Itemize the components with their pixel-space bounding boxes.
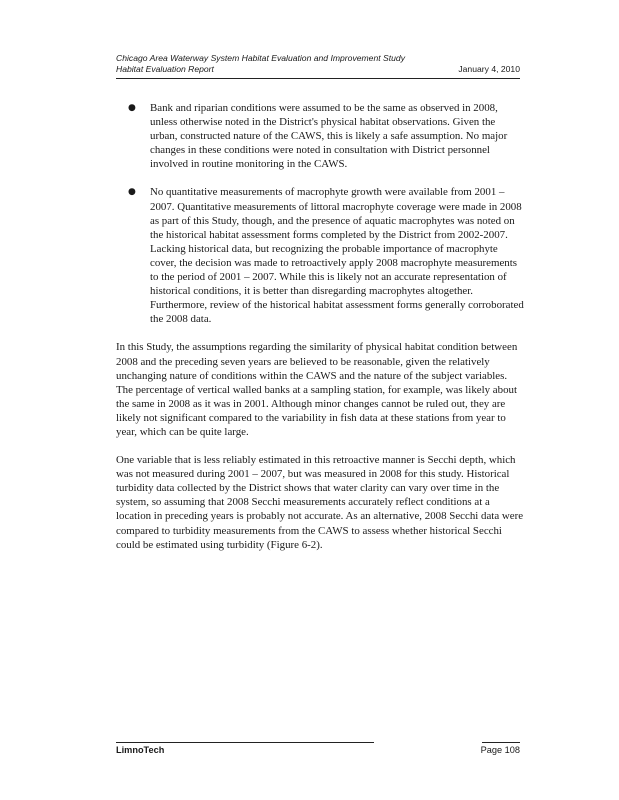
page-footer bbox=[116, 745, 520, 755]
report-title: Habitat Evaluation Report bbox=[116, 64, 214, 74]
list-item-text: No quantitative measurements of macrophyte growth were available from 2001 – 2007. Quantitative measurements of littoral macrophyte coverage were made in 2008 as part of this Study, though, and the presence of aquatic macrophytes was noted on the historical habitat assessment forms completed by the District from 2002-2007. Lacking historical data, but recognizing the probable importance of macrophyte cover, the decision was made to retroactively apply 2008 macrophyte measurements to the period of 2001 – 2007. While this is likely not an accurate representation of historical conditions, it is better than disregarding macrophytes altogether. Furthermore, review of the historical habitat assessment forms generally corroborated the 2008 data. bbox=[150, 186, 524, 326]
page-header bbox=[116, 53, 520, 75]
list-item bbox=[116, 101, 524, 171]
assumption-list bbox=[116, 101, 524, 326]
page-number: Page 108 bbox=[480, 745, 520, 755]
bullet-icon: ● bbox=[128, 103, 136, 113]
body-content bbox=[116, 101, 524, 566]
bullet-icon: ● bbox=[128, 187, 136, 198]
report-date: January 4, 2010 bbox=[458, 64, 520, 74]
footer-divider-right bbox=[482, 742, 520, 743]
header-divider bbox=[116, 78, 520, 79]
body-paragraph: One variable that is less reliably estimated in this retroactive manner is Secchi depth, which was not measured during 2001 – 2007, but was measured in 2008 for this study. Historical turbidity data collected by the District shows that water clarity can vary over time in the system, so assuming that 2008 Secchi measurements accurately reflect conditions at a location in preceding years is probably not accurate. As an alternative, 2008 Secchi data were compared to turbidity measurements from the CAWS to assess whether historical Secchi could be estimated using turbidity (Figure 6-2). bbox=[116, 454, 524, 551]
list-item bbox=[116, 185, 524, 326]
header-row bbox=[116, 64, 520, 75]
report-series-title: Chicago Area Waterway System Habitat Evaluation and Improvement Study bbox=[116, 53, 405, 63]
footer-divider bbox=[116, 742, 374, 743]
body-paragraph: In this Study, the assumptions regarding the similarity of physical habitat condition between 2008 and the preceding seven years are believed to be reasonable, given the relatively unchanging nature of conditions within the CAWS and the nature of the subject variables. The percentage of vertical walled banks at a sampling station, for example, was likely about the same in 2008 as it was in 2001. Although minor changes cannot be ruled out, they are likely not significant compared to the variability in fish data at these stations from year to year, which can be quite large. bbox=[116, 341, 518, 438]
company-name: LimnoTech bbox=[116, 745, 165, 755]
list-item-text: Bank and riparian conditions were assumed to be the same as observed in 2008, unless otherwise noted in the District's physical habitat observations. Given the urban, constructed nature of the CAWS, this is likely a safe assumption. No major changes in these conditions were noted in consultation with District personnel involved in routine monitoring in the CAWS. bbox=[150, 102, 508, 171]
